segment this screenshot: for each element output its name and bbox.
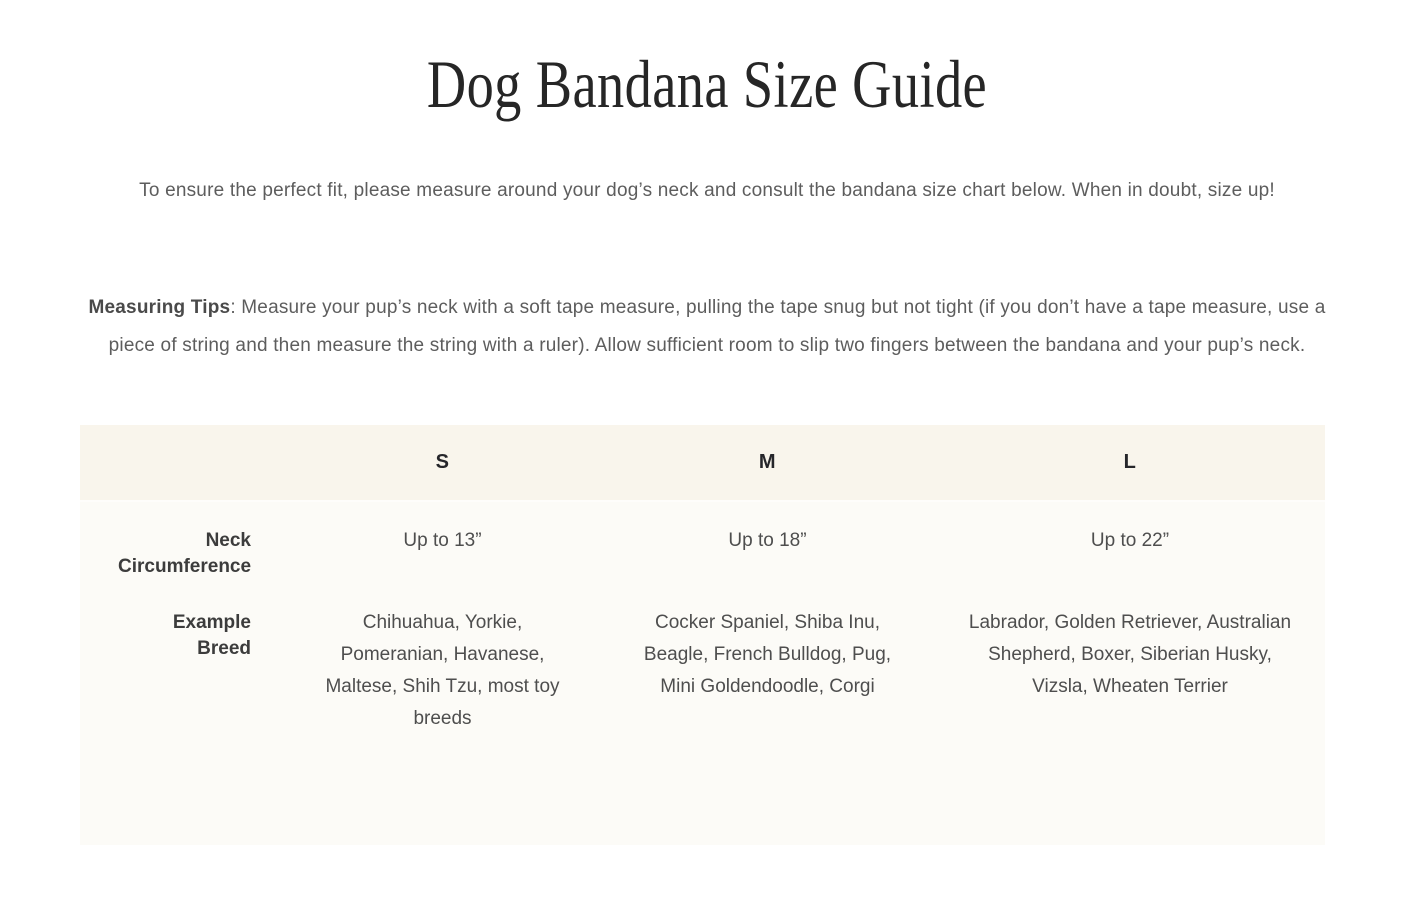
cell-neck-large: Up to 22” [1090, 530, 1170, 551]
page-title: Dog Bandana Size Guide [426, 46, 988, 122]
row-label-example-breed: Example Breed [172, 612, 251, 659]
cell-breed-small: Chihuahua, Yorkie, Pomeranian, Havanese, Maltese, Shih Tzu, most toy breeds [325, 612, 560, 729]
measuring-tips-text: : Measure your pup’s neck with a soft tape measure, pulling the tape snug but not tight (if you don’t have a tape measure, use a piece of string and then measure the string with a ruler). Allow sufficient room to slip two fingers between the bandana and your pup’s neck. [108, 297, 1326, 356]
table-row-neck-circumference [80, 501, 1325, 580]
cell-breed-medium: Cocker Spaniel, Shiba Inu, Beagle, French Bulldog, Pug, Mini Goldendoodle, Corgi [643, 612, 892, 697]
col-header-medium: M [600, 425, 935, 501]
table-row-example-breed [80, 580, 1325, 845]
corner-cell [80, 425, 285, 501]
intro-text: To ensure the perfect fit, please measure around your dog’s neck and consult the bandana size chart below. When in doubt, size up! [139, 180, 1275, 201]
size-table [80, 425, 1325, 845]
measuring-tips [82, 289, 1332, 365]
col-header-large: L [935, 425, 1325, 501]
measuring-tips-label: Measuring Tips [88, 297, 231, 318]
row-label-neck-circumference: Neck Circumference [118, 530, 252, 577]
size-table-header-row [80, 425, 1325, 501]
cell-neck-small: Up to 13” [403, 530, 482, 551]
cell-neck-medium: Up to 18” [728, 530, 807, 551]
cell-breed-large: Labrador, Golden Retriever, Australian Shepherd, Boxer, Siberian Husky, Vizsla, Wheaten Terrier [968, 612, 1292, 697]
col-header-small: S [285, 425, 600, 501]
